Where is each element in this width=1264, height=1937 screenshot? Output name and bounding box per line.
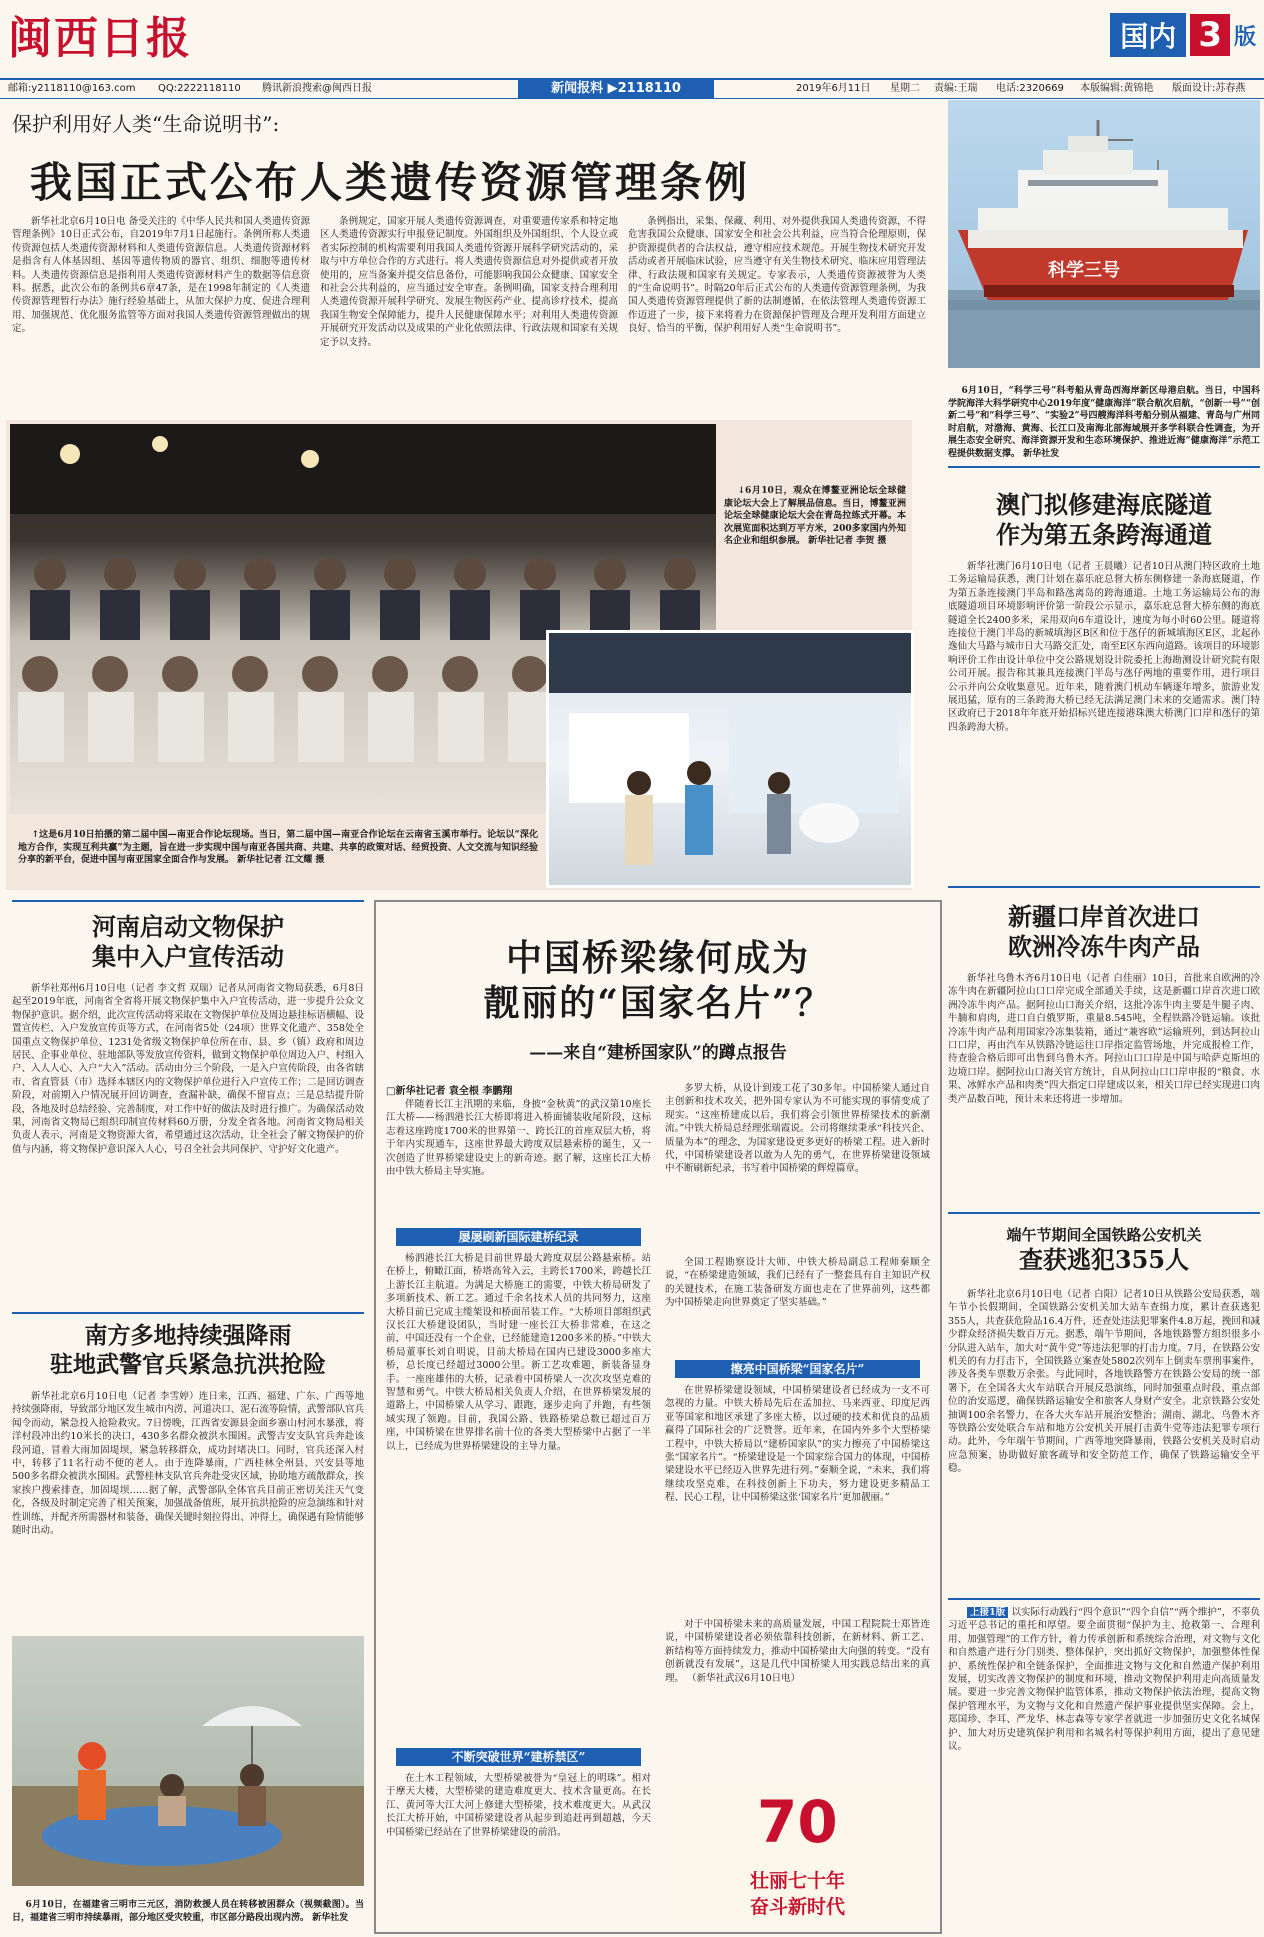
- lead-headline: 我国正式公布人类遗传资源管理条例: [30, 158, 751, 207]
- divider: [948, 886, 1260, 888]
- lead-col-1: 新华社北京6月10日电 备受关注的《中华人民共和国人类遗传资源管理条例》10日正式公布，自2019年7月1日起施行。条例所称人类遗传资源包括人类遗传资源材料和人类遗传资源信息。人类遗传资源材料是指含有人体基因组、基因等遗传物质的器官、组织、细胞等遗传材料。人类遗传资源信息是指利用人类遗传资源材料产生的数据等信息资料。据悉，此次公布的条例共6章47条，是在1998年制定的《人类遗传资源管理暂行办法》施行经验基础上，从加大保护力度、促进合理利用、加强规范、优化服务监管等方面对我国人类遗传资源管理做出的规定。: [12, 216, 310, 335]
- page-number: 3: [1190, 14, 1230, 56]
- ship-hull-name: 科学三号: [1048, 260, 1120, 281]
- feature-col2-part2: 全国工程勘察设计大师、中铁大桥局副总工程师秦顺全说，“在桥梁建造领域，我们已经有了一整套具有自主知识产权的关键技术，在施工装备研发方面也走在了世界前列，这些都为中国桥梁走向世界奠定了坚实基础。”: [665, 1257, 930, 1309]
- xinjiang-headline: [948, 902, 1260, 962]
- feature-col1-part2: 杨泗港长江大桥是目前世界最大跨度双层公路悬索桥。站在桥上，俯瞰江面，桥塔高耸入云，主跨长1700米，跨越长江上游长江主航道。为满足大桥施工的需要，中铁大桥局研发了多项新技术、新工艺。通过千余名技术人员的共同努力，这座大桥目前已完成主缆架设和桥面吊装工作。“大桥项目部组织武汉长江大桥建设团队，当时建一座长江大桥非常难，在这之前，中国还没有一个企业，已经能建造1200多米的桥。”中铁大桥局董事长刘自明说，目前大桥局在国内已建设3000多座大桥，总长度已经超过3000公里。新工艺攻难题，新装备显身手。一座座雄伟的大桥，记录着中国桥梁人一次次攻坚克难的智慧和勇气。中铁大桥局相关负责人介绍，在世界桥梁发展的道路上，中国桥梁人从学习、跟跑，逐步走向了并跑，有些领域实现了领跑。目前，我国公路、铁路桥梁总数已超过百万座，中国桥梁在世界排名前十位的各类大型桥梁中占据了一半以上，已经成为世界桥梁建设的主导力量。: [386, 1253, 651, 1452]
- henan-body: 新华社郑州6月10日电（记者 李文哲 双瑞）记者从河南省文物局获悉，6月8日起至2019年底，河南省全省将开展文物保护集中入户宣传活动，进一步提升公众文物保护意识。据介绍，此次宣传活动将采取在文物保护单位及周边悬挂标语横幅、设置宣传栏、入户发放宣传页等方式，在河南省5处（24项）世界文化遗产、358处全国重点文物保护单位、1231处省级文物保护单位所在市、县、乡（镇）政府和周边居民、企事业单位、驻地部队等发放宣传资料，做到文物保护单位周边入户、村组入户、入人人心、入户“大入”活动。活动由分三个阶段，一是入户宣传阶段，由各省辖市、省直管县（市）选择本辖区内的文物保护单位进行入户宣传工作；二是回访调查阶段，对前期入户情况展开回访调查，查漏补缺，确保不留盲点；三是总结提升阶段，各地及时总结经验、完善制度，对工作中好的做法及时进行推广。为确保活动效果，河南省文物局已组织印制宣传材料60万册，分发全省各地。河南省文物局相关负责人表示，河南是文物资源大省，希望通过这次活动，让全社会了解文物保护的价值与内涵，将文物保护意识深入人心，号召全社会共同保护、守护好文化遗产。: [12, 983, 364, 1155]
- qq: QQ:2222118110: [158, 83, 241, 94]
- feature-headline: [386, 936, 930, 1026]
- feature-deck: ——来自“建桥国家队”的蹲点报告: [529, 1043, 787, 1063]
- feature-byline: □新华社记者 袁全根 李鹏翔: [386, 1086, 513, 1097]
- info-bar: [0, 78, 1264, 99]
- rain-body: 新华社北京6月10日电（记者 李雪婷）连日来，江西、福建、广东、广西等地持续强降雨，导致部分地区发生城市内涝、河道决口、泥石流等险情，武警部队官兵闻令而动，紧急投入抢险救灾。7日傍晚，江西省安源县金面乡寨山村河水暴涨，将洋村段冲出约10米长的决口，430多名群众被洪水围困。武警吉安支队官兵奔赴该段河道，冒着大雨加固堤坝，紧急转移群众，成功封堵决口。同时，官兵还深入村中，转移了11名行动不便的老人。由于连降暴雨，广西桂林全州县、兴安县等地500多名群众被洪水围困。武警桂林支队官兵奔赴受灾区域，协助地方疏散群众，挨家挨户搜索排查，加固堤坝……据了解，武警部队全体官兵目前正密切关注天气变化，各级及时制定完善了相关预案，加强战备值班，展开抗洪抢险的应急演练和针对性训练，并配齐所需器材和装备，确保关键时刻拉得出、冲得上，确保遇有险情能够随时出动。: [12, 1391, 364, 1537]
- ship-illustration: [948, 100, 1260, 368]
- anniversary-line-2: 奋斗新时代: [749, 1896, 845, 1918]
- railway-headline-line-1: 端午节期间全国铁路公安机关: [1006, 1226, 1202, 1244]
- weekday: 星期二: [890, 83, 920, 94]
- henan-headline-line-1: 河南启动文物保护: [92, 912, 284, 941]
- bottom-right-body: [948, 1606, 1260, 1928]
- proof-editor: 本版编辑:黄锦艳: [1080, 83, 1154, 94]
- expo-illustration: [549, 633, 911, 885]
- anniversary-emblem: [665, 1782, 930, 1922]
- divider: [12, 1312, 364, 1314]
- forum-caption: ↑这是6月10日拍摄的第二届中国—南亚合作论坛现场。当日，第二届中国—南亚合作论坛在云南省玉溪市举行。论坛以“深化地方合作，实现互利共赢”为主题，旨在进一步实现中国与南亚各国共商、共建、共享的政策对话、经贸投资、人文交流与知识经验分享的新平台，促进中国与南亚国家全面合作与发展。 新华社记者 江文耀 摄: [18, 830, 538, 865]
- ship-photo: [948, 100, 1260, 368]
- editor: 责编:王瑞: [934, 83, 978, 94]
- designer: 版面设计:苏春燕: [1172, 83, 1246, 94]
- feature-col1-part3: 在土木工程领域，大型桥梁被誉为“皇冠上的明珠”。相对于摩天大楼，大型桥梁的建造难度更大、技术含量更高。在长江、黄河等大江大河上修建大型桥梁，技术难度更大。从武汉长江大桥开始，中国桥梁建设者从起步到追赶再到超越，今天中国桥梁已经站在了世界桥梁建设的前沿。: [386, 1773, 651, 1838]
- anniversary-number: 70: [757, 1788, 838, 1856]
- rain-headline-line-1: 南方多地持续强降雨: [84, 1322, 292, 1349]
- feature-subhead-2: 不断突破世界“建桥禁区”: [396, 1748, 641, 1766]
- rain-headline: [12, 1322, 364, 1380]
- rain-headline-line-2: 驻地武警官兵紧急抗洪抢险: [50, 1350, 326, 1378]
- feature-headline-line-1: 中国桥梁缘何成为: [505, 937, 810, 979]
- feature-col2-part4: 对于中国桥梁未来的高质量发展，中国工程院院士郑皆连说，中国桥梁建设者必须依靠科技创新，在新材料、新工艺、新结构等方面持续发力，推动中国桥梁由大向强的转变。“没有创新就没有发展”，这是几代中国桥梁人用实践总结出来的真理。 （新华社武汉6月10日电）: [665, 1619, 930, 1684]
- divider: [948, 1212, 1260, 1214]
- xinjiang-headline-line-1: 新疆口岸首次进口: [1008, 902, 1200, 931]
- masthead: [0, 0, 1264, 78]
- feature-subhead-1: 屡屡刷新国际建桥纪录: [396, 1228, 641, 1246]
- railway-headline-line-2: 查获逃犯355人: [1018, 1244, 1190, 1274]
- forum-photo-block: [6, 420, 912, 890]
- newspaper-logo: 闽西日报: [8, 13, 192, 64]
- feature-box: [374, 900, 942, 1934]
- divider: [948, 466, 1260, 468]
- wechat: 腾讯新浪搜索@闽西日报: [262, 83, 372, 94]
- feature-col1-part1: 伴随着长江主汛期的来临，身披“金秋黄”的武汉第10座长江大桥——杨泗港长江大桥即将进入桥面铺装收尾阶段，这标志着这座跨度1700米的世界第一、跨长江的首座双层大桥，将于年内实现通车，这座世界最大跨度双层悬索桥的诞生，又一次创造了世界桥梁建设史上的新奇迹。据了解，这座长江大桥由中铁大桥局主导实施。: [386, 1099, 651, 1178]
- flood-photo: [12, 1636, 364, 1886]
- ship-caption: 6月10日，“科学三号”科考船从青岛西海岸新区母港启航。当日，中国科学院海洋大科学研究中心2019年度“健康海洋”联合航次启航，“创新一号”“创新二号”和“科学三号”、“实验2”号四艘海洋科考船分别从福建、青岛与广州同时启航，对渤海、黄海、长江口及南海北部海域展开多学科联合性调查，为开展生态安全研究、海洋资源开发和生态环境保护、推进近海“健康海洋”示范工程提供数据支撑。 新华社发: [948, 386, 1260, 459]
- macau-headline: [948, 490, 1260, 550]
- lead-kicker: 保护利用好人类“生命说明书”:: [12, 112, 280, 136]
- hotline: 新闻报料 ▶2118110: [518, 80, 714, 98]
- xinjiang-body: 新华社乌鲁木齐6月10日电（记者 白佳丽）10日，首批来自欧洲的冷冻牛肉在新疆阿拉山口口岸完成全部通关手续，这是新疆口岸首次进口欧洲冷冻牛肉产品。据阿拉山口海关介绍，这批冷冻牛肉主要是牛腿子肉、牛腩和肩肉，进口自白俄罗斯，重量8.545吨，全程铁路冷链运输。该批冷冻牛肉产品利用国家冷冻集装箱，通过“兼容欧”运输班列，到达阿拉山口口岸，再由汽车从铁路冷链运往口岸指定监管场地，并完成报检工作，待查验合格后即可出售到乌鲁木齐。阿拉山口口岸是中国与哈萨克斯坦的边境口岸。据阿拉山口海关官方统计，自从阿拉山口口岸申报的“粮食、水果、冰鲜水产品和肉类”四大指定口岸建成以来，相关口岸已经实现进口肉类产品数百吨，预计未来还将进一步增加。: [948, 973, 1260, 1105]
- flood-caption: 6月10日，在福建省三明市三元区，消防救援人员在转移被困群众（视频截图）。当日，福建省三明市持续暴雨，部分地区受灾较重，市区部分路段出现内涝。 新华社发: [12, 1900, 364, 1923]
- feature-col2-part3: 在世界桥梁建设领域，中国桥梁建设者已经成为一支不可忽视的力量。中铁大桥局先后在孟加拉、马来西亚、印度尼西亚等国家和地区承建了多座大桥，以过硬的技术和优良的品质赢得了国际社会的广泛赞誉。近年来，在国内外多个大型桥梁工程中，中铁大桥局以“建桥国家队”的实力擦亮了中国桥梁这张“国家名片”。“桥梁建设是一个国家综合国力的体现，中国桥梁建设水平已经迈入世界先进行列。”秦顺全说，“未来，我们将继续攻坚克难，在科技创新上下功夫，努力建设更多精品工程、民心工程，让中国桥梁这张‘国家名片’更加靓丽。”: [665, 1385, 930, 1504]
- continued-tag: 上接1版: [967, 1607, 1008, 1618]
- expo-photo: [546, 630, 914, 888]
- bottom-right-text: 以实际行动践行“四个意识”“四个自信”“两个维护”，不辜负习近平总书记的重托和厚望。要全面贯彻“保护为主、抢救第一、合理利用、加强管理”的工作方针，着力传承创新和系统综合治理，对文物与文化和自然遗产进行分门别类、整体保护，突出抓好文物保护，加强整体性保护、系统性保护和全链条保护，全面推进文物与文化和自然遗产保护利用发展，切实改善文物保护的制度和环境，推动文物保护利用走向高质量发展。要进一步完善文物保护监管体系，推动文物保护依法治理，提高文物保护管理水平，为文物与文化和自然遗产保护事业提供坚实保障。会上，郑国珍、李耳、严龙华、林志森等专家学者就进一步加强历史文化名城保护、加大对历史建筑保护利用和名城名村等保护利用方面，提出了意见建议。: [948, 1607, 1260, 1753]
- date: 2019年6月11日: [796, 83, 871, 94]
- feature-col2-part1: 多罗大桥，从设计到竣工花了30多年。中国桥梁人通过自主创新和技术攻关，把外国专家认为不可能实现的事情变成了现实。“这座桥建成以后，我们将会引领世界桥梁技术的新潮流。”中铁大桥局总经理张瑞霞说。公司将继续秉承“科技兴企、质量为本”的理念，为国家建设更多更好的桥梁工程。进入新时代，中国桥梁建设者以敢为人先的勇气，在世界桥梁建设领域中不断刷新纪录，书写着中国桥梁的辉煌篇章。: [665, 1083, 930, 1175]
- henan-headline: [12, 912, 364, 972]
- railway-headline: [948, 1226, 1260, 1275]
- email: 邮箱:y2118110@163.com: [8, 83, 136, 94]
- section-name: 国内: [1110, 13, 1186, 57]
- page-suffix: 版: [1233, 24, 1256, 50]
- expo-caption: ↓6月10日，观众在博鳌亚洲论坛全球健康论坛大会上了解展品信息。当日，博鳌亚洲论坛全球健康论坛大会在青岛拉练式开幕。本次展览面积达到万平方米，200多家国内外知名企业和组织参展。 新华社记者 李贺 摄: [724, 486, 906, 546]
- feature-subhead-3: 擦亮中国桥梁“国家名片”: [675, 1360, 920, 1378]
- lead-col-3: 条例指出，采集、保藏、利用、对外提供我国人类遗传资源，不得危害我国公众健康、国家安全和社会公共利益，应当符合伦理原则，保护资源提供者的合法权益，遵守相应技术规范。开展生物技术研究开发活动或者开展临床试验，应当遵守有关生物技术研究、临床应用管理法律、行政法规和国家有关规定。专家表示，人类遗传资源被誉为人类的“生命说明书”。时隔20年后正式公布的人类遗传资源管理条例，为我国人类遗传资源管理提供了新的法制遵循，在依法管理人类遗传资源工作迈进了一步，接下来将着力在资源保护管理及合理开发利用方面建立良好、恰当的平衡，保护利用好人类“生命说明书”。: [628, 216, 926, 335]
- divider: [12, 900, 364, 902]
- feature-headline-line-2: 靓丽的“国家名片”？: [483, 982, 833, 1024]
- xinjiang-headline-line-2: 欧洲冷冻牛肉产品: [1008, 932, 1200, 961]
- section-tag: [1110, 14, 1256, 56]
- macau-headline-line-2: 作为第五条跨海通道: [996, 520, 1212, 549]
- railway-body: 新华社北京6月10日电（记者 白阳）记者10日从铁路公安局获悉，端午节小长假期间，全国铁路公安机关加大站车查缉力度，累计查获逃犯355人，共查获危险品16.4万件，还查处违法犯罪案件4.8万起，挽回和减少群众经济损失数百万元。据悉，端午节期间，各地铁路警方组织很多小分队进入站车，加大对“黄牛党”等违法犯罪的打击力度。7月，在铁路公安机关的有力打击下，全国铁路立案查处5802次列车上倒卖车票刑事案件，涉及各类车票数万余张。与此同时，各地铁路警方在铁路公安局的统一部署下，在全国各大火车站联合开展反恐演练，同时加强重点时段、重点部位的治安巡逻，确保铁路运输安全和旅客人身财产安全。北京铁路公安处抽调100余名警力，在各大火车站开展治安整治；湖南、湖北、乌鲁木齐等铁路公安处联合车站和地方公安机关开展打击黄牛党等违法犯罪专项行动。此外，今年端午节期间，广西等地突降暴雨，铁路公安机关及时启动应急预案，协助做好旅客疏导和安全防范工作，确保了铁路运输安全平稳。: [948, 1289, 1260, 1475]
- divider: [948, 1598, 1260, 1600]
- flood-illustration: [12, 1636, 364, 1886]
- macau-headline-line-1: 澳门拟修建海底隧道: [996, 490, 1212, 519]
- macau-body: 新华社澳门6月10日电（记者 王晨曦）记者10日从澳门特区政府土地工务运输局获悉，澳门计划在嘉乐庇总督大桥东侧修建一条海底隧道，作为第五条连接澳门半岛和路氹离岛的跨海通道。土地工务运输局公布的海底隧道项目环境影响评价第一阶段公示显示，嘉乐庇总督大桥东侧的海底隧道全长2400多米，采用双向6车道设计，速度为每小时60公里。隧道将连接位于澳门半岛的新城填海区B区和位于氹仔的新城填海区E区，北起孙逸仙大马路与城市日大马路交汇处，南至E区东西向道路。该项目的环境影响评价工作由设计单位中交公路规划设计院委托上海勘测设计研究院有限公司开展。报告称其兼具连接澳门半岛与氹仔两地的重要作用，进行项目公示并向公众收集意见。近年来，随着澳门机动车辆逐年增多，旅游业发展迅猛，原有的三条跨海大桥已经无法满足澳门未来的交通需求。澳门特区政府已于2018年年底开始招标兴建连接港珠澳大桥澳门口岸和氹仔的第四条跨海大桥。: [948, 561, 1260, 733]
- lead-col-2: 条例规定，国家开展人类遗传资源调查，对重要遗传家系和特定地区人类遗传资源实行申报登记制度。外国组织及外国组织、个人设立或者实际控制的机构需要利用我国人类遗传资源开展科学研究活动的，采取与中方单位合作的方式进行。将人类遗传资源信息对外提供或者开放使用的，应当备案并提交信息备份，可能影响我国公众健康、国家安全和社会公共利益的，应当通过安全审查。条例明确，国家支持合理利用人类遗传资源开展科学研究、发展生物医药产业、提高诊疗技术，提高我国生物安全保障能力，提升人民健康保障水平；对利用人类遗传资源开展研究开发活动以及成果的产业化依照法律、行政法规和国家有关规定予以支持。: [320, 216, 618, 348]
- henan-headline-line-2: 集中入户宣传活动: [92, 942, 284, 971]
- phone: 电话:2320669: [996, 83, 1064, 94]
- anniversary-line-1: 壮丽七十年: [749, 1870, 845, 1892]
